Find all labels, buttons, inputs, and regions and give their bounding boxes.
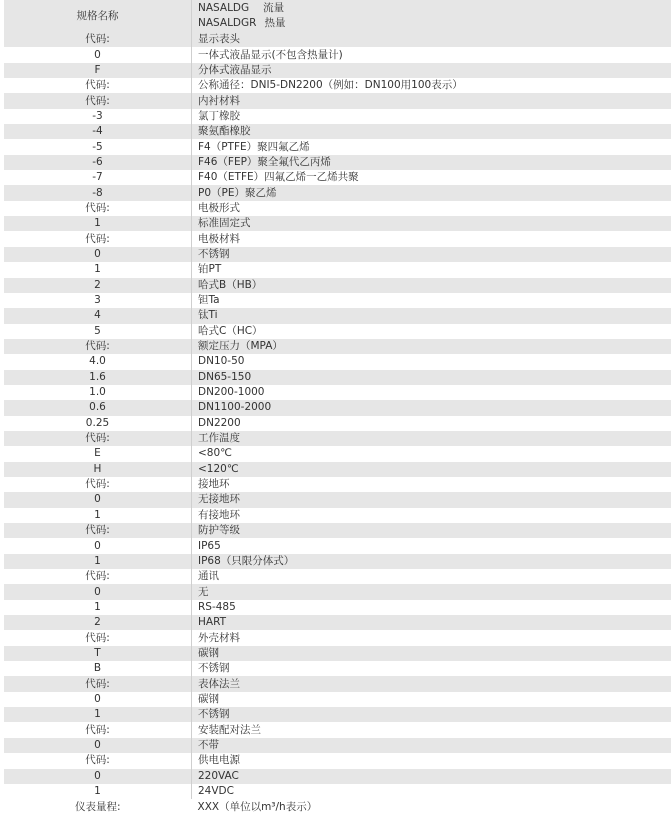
spec-table xyxy=(4,0,671,815)
footer-description: XXX（单位以m³/h表示） xyxy=(197,800,318,813)
spec-code: 代码: xyxy=(85,201,110,214)
spec-row xyxy=(4,339,671,354)
spec-description: IP68（只限分体式） xyxy=(192,554,672,569)
spec-description: IP65 xyxy=(192,538,672,553)
spec-description: P0（PE）聚乙烯 xyxy=(192,185,672,200)
spec-description: <80℃ xyxy=(192,446,672,461)
spec-row xyxy=(4,554,671,569)
spec-description: <120℃ xyxy=(192,462,672,477)
spec-description: F4（PTFE）聚四氟乙烯 xyxy=(192,139,672,154)
spec-description: DN10-50 xyxy=(192,354,672,369)
spec-description: 碳钢 xyxy=(192,646,672,661)
spec-description: 有接地环 xyxy=(192,508,672,523)
spec-row xyxy=(4,93,671,108)
spec-code: 代码: xyxy=(85,677,110,690)
spec-row xyxy=(4,492,671,507)
spec-row xyxy=(4,784,671,799)
spec-row xyxy=(4,630,671,645)
spec-row xyxy=(4,538,671,553)
spec-code: B xyxy=(93,662,102,675)
spec-code: -5 xyxy=(92,140,103,153)
spec-code: 0 xyxy=(94,48,101,61)
spec-row xyxy=(4,722,671,737)
spec-code: 4.0 xyxy=(89,355,106,368)
spec-table-body xyxy=(4,0,671,815)
spec-row xyxy=(4,600,671,615)
model-code: NASALDG xyxy=(198,2,250,14)
spec-code: T xyxy=(94,646,101,659)
spec-code: -4 xyxy=(92,125,103,138)
spec-description: 铂PT xyxy=(192,262,672,277)
spec-description: 内衬材料 xyxy=(192,93,672,108)
spec-code: 代码: xyxy=(85,94,110,107)
spec-code: E xyxy=(94,447,101,460)
spec-code: 1 xyxy=(94,217,101,230)
spec-row xyxy=(4,324,671,339)
spec-code: 5 xyxy=(94,324,101,337)
spec-row xyxy=(4,63,671,78)
spec-code: 1 xyxy=(94,263,101,276)
spec-row xyxy=(4,446,671,461)
spec-row xyxy=(4,584,671,599)
spec-description: 分体式液晶显示 xyxy=(192,63,672,78)
spec-description: DN1100-2000 xyxy=(192,400,672,415)
header-line-flow xyxy=(198,1,671,16)
spec-description: 无接地环 xyxy=(192,492,672,507)
spec-code: 代码: xyxy=(85,570,110,583)
spec-description: 安装配对法兰 xyxy=(192,722,672,737)
spec-description: 一体式液晶显示(不包含热量计) xyxy=(192,47,672,62)
spec-row xyxy=(4,646,671,661)
spec-description: 碳钢 xyxy=(192,692,672,707)
spec-code: 3 xyxy=(94,294,101,307)
spec-code: 代码: xyxy=(85,79,110,92)
spec-code: 2 xyxy=(94,278,101,291)
spec-code: F xyxy=(94,63,101,76)
spec-description: DN2200 xyxy=(192,416,672,431)
spec-row xyxy=(4,753,671,768)
spec-description: DN200-1000 xyxy=(192,385,672,400)
spec-description: 哈式B（HB） xyxy=(192,278,672,293)
spec-description: 接地环 xyxy=(192,477,672,492)
spec-code: -7 xyxy=(92,171,103,184)
spec-row xyxy=(4,615,671,630)
spec-row xyxy=(4,155,671,170)
spec-row xyxy=(4,769,671,784)
spec-code: 代码: xyxy=(85,478,110,491)
spec-description: 通讯 xyxy=(192,569,672,584)
spec-code: 0 xyxy=(94,585,101,598)
spec-description: DN65-150 xyxy=(192,370,672,385)
spec-code: 0 xyxy=(94,769,101,782)
spec-code: 代码: xyxy=(85,232,110,245)
header-line-heat xyxy=(198,16,671,31)
spec-row xyxy=(4,661,671,676)
footer-row xyxy=(4,799,671,815)
spec-row xyxy=(4,109,671,124)
header-row xyxy=(4,0,671,32)
spec-code: 0 xyxy=(94,539,101,552)
spec-code: 0 xyxy=(94,692,101,705)
spec-description: 不锈钢 xyxy=(192,247,672,262)
spec-description: 电极形式 xyxy=(192,201,672,216)
spec-code: 1 xyxy=(94,708,101,721)
spec-description: 不锈钢 xyxy=(192,707,672,722)
spec-row xyxy=(4,370,671,385)
spec-row xyxy=(4,676,671,691)
spec-row xyxy=(4,354,671,369)
spec-row xyxy=(4,139,671,154)
spec-code: 0 xyxy=(94,247,101,260)
spec-code: 1 xyxy=(94,554,101,567)
spec-description: F40（ETFE）四氟乙烯一乙烯共聚 xyxy=(192,170,672,185)
spec-row xyxy=(4,692,671,707)
spec-description: 24VDC xyxy=(192,784,672,799)
spec-description: 不带 xyxy=(192,738,672,753)
spec-code: 代码: xyxy=(85,723,110,736)
spec-description: 钛Ti xyxy=(192,308,672,323)
spec-code: H xyxy=(93,462,102,475)
spec-code: 0 xyxy=(94,493,101,506)
spec-row xyxy=(4,247,671,262)
spec-description: 显示表头 xyxy=(192,32,672,47)
spec-code: 0 xyxy=(94,738,101,751)
spec-row xyxy=(4,185,671,200)
model-code: NASALDGR xyxy=(198,17,257,29)
spec-code: 0.6 xyxy=(89,401,106,414)
spec-description: 钽Ta xyxy=(192,293,672,308)
spec-code: 代码: xyxy=(85,432,110,445)
spec-row xyxy=(4,170,671,185)
spec-row xyxy=(4,523,671,538)
spec-description: 外壳材料 xyxy=(192,630,672,645)
spec-row xyxy=(4,462,671,477)
spec-row xyxy=(4,32,671,47)
spec-description: 不锈钢 xyxy=(192,661,672,676)
spec-code: -6 xyxy=(92,155,103,168)
header-label: 规格名称 xyxy=(76,9,119,22)
spec-row xyxy=(4,216,671,231)
spec-description: 表体法兰 xyxy=(192,676,672,691)
spec-row xyxy=(4,78,671,93)
spec-description: 电极材料 xyxy=(192,231,672,246)
spec-code: 代码: xyxy=(85,33,110,46)
model-name: 热量 xyxy=(264,17,286,29)
spec-row xyxy=(4,400,671,415)
spec-code: 1.6 xyxy=(89,370,106,383)
spec-description: 公称通径：DNI5-DN2200（例如：DN100用100表示） xyxy=(192,78,672,93)
spec-row xyxy=(4,47,671,62)
spec-code: 1.0 xyxy=(89,386,106,399)
spec-description: 供电电源 xyxy=(192,753,672,768)
spec-description: HART xyxy=(192,615,672,630)
spec-row xyxy=(4,201,671,216)
spec-description: 哈式C（HC） xyxy=(192,324,672,339)
spec-row xyxy=(4,262,671,277)
spec-row xyxy=(4,508,671,523)
spec-row xyxy=(4,278,671,293)
spec-code: 1 xyxy=(94,508,101,521)
spec-row xyxy=(4,231,671,246)
spec-description: 氯丁橡胶 xyxy=(192,109,672,124)
spec-code: 代码: xyxy=(85,631,110,644)
spec-row xyxy=(4,738,671,753)
spec-row xyxy=(4,293,671,308)
spec-row xyxy=(4,477,671,492)
spec-row xyxy=(4,707,671,722)
spec-description: 防护等级 xyxy=(192,523,672,538)
spec-code: 4 xyxy=(94,309,101,322)
spec-description: 标准固定式 xyxy=(192,216,672,231)
spec-description: 220VAC xyxy=(192,769,672,784)
spec-description: RS-485 xyxy=(192,600,672,615)
spec-row xyxy=(4,385,671,400)
spec-code: 代码: xyxy=(85,340,110,353)
spec-description: 额定压力（MPA） xyxy=(192,339,672,354)
spec-code: 1 xyxy=(94,785,101,798)
spec-description: 聚氨酯橡胶 xyxy=(192,124,672,139)
spec-code: 2 xyxy=(94,616,101,629)
spec-row xyxy=(4,569,671,584)
model-name: 流量 xyxy=(263,2,285,14)
spec-row xyxy=(4,124,671,139)
spec-row xyxy=(4,431,671,446)
spec-description: 工作温度 xyxy=(192,431,672,446)
spec-code: 代码: xyxy=(85,754,110,767)
footer-label: 仪表量程: xyxy=(74,800,121,813)
spec-code: 1 xyxy=(94,600,101,613)
spec-row xyxy=(4,416,671,431)
spec-code: 0.25 xyxy=(85,416,110,429)
spec-code: -3 xyxy=(92,109,103,122)
spec-code: -8 xyxy=(92,186,103,199)
spec-row xyxy=(4,308,671,323)
header-models xyxy=(192,0,672,32)
spec-description: 无 xyxy=(192,584,672,599)
spec-code: 代码: xyxy=(85,524,110,537)
spec-description: F46（FEP）聚全氟代乙丙烯 xyxy=(192,155,672,170)
